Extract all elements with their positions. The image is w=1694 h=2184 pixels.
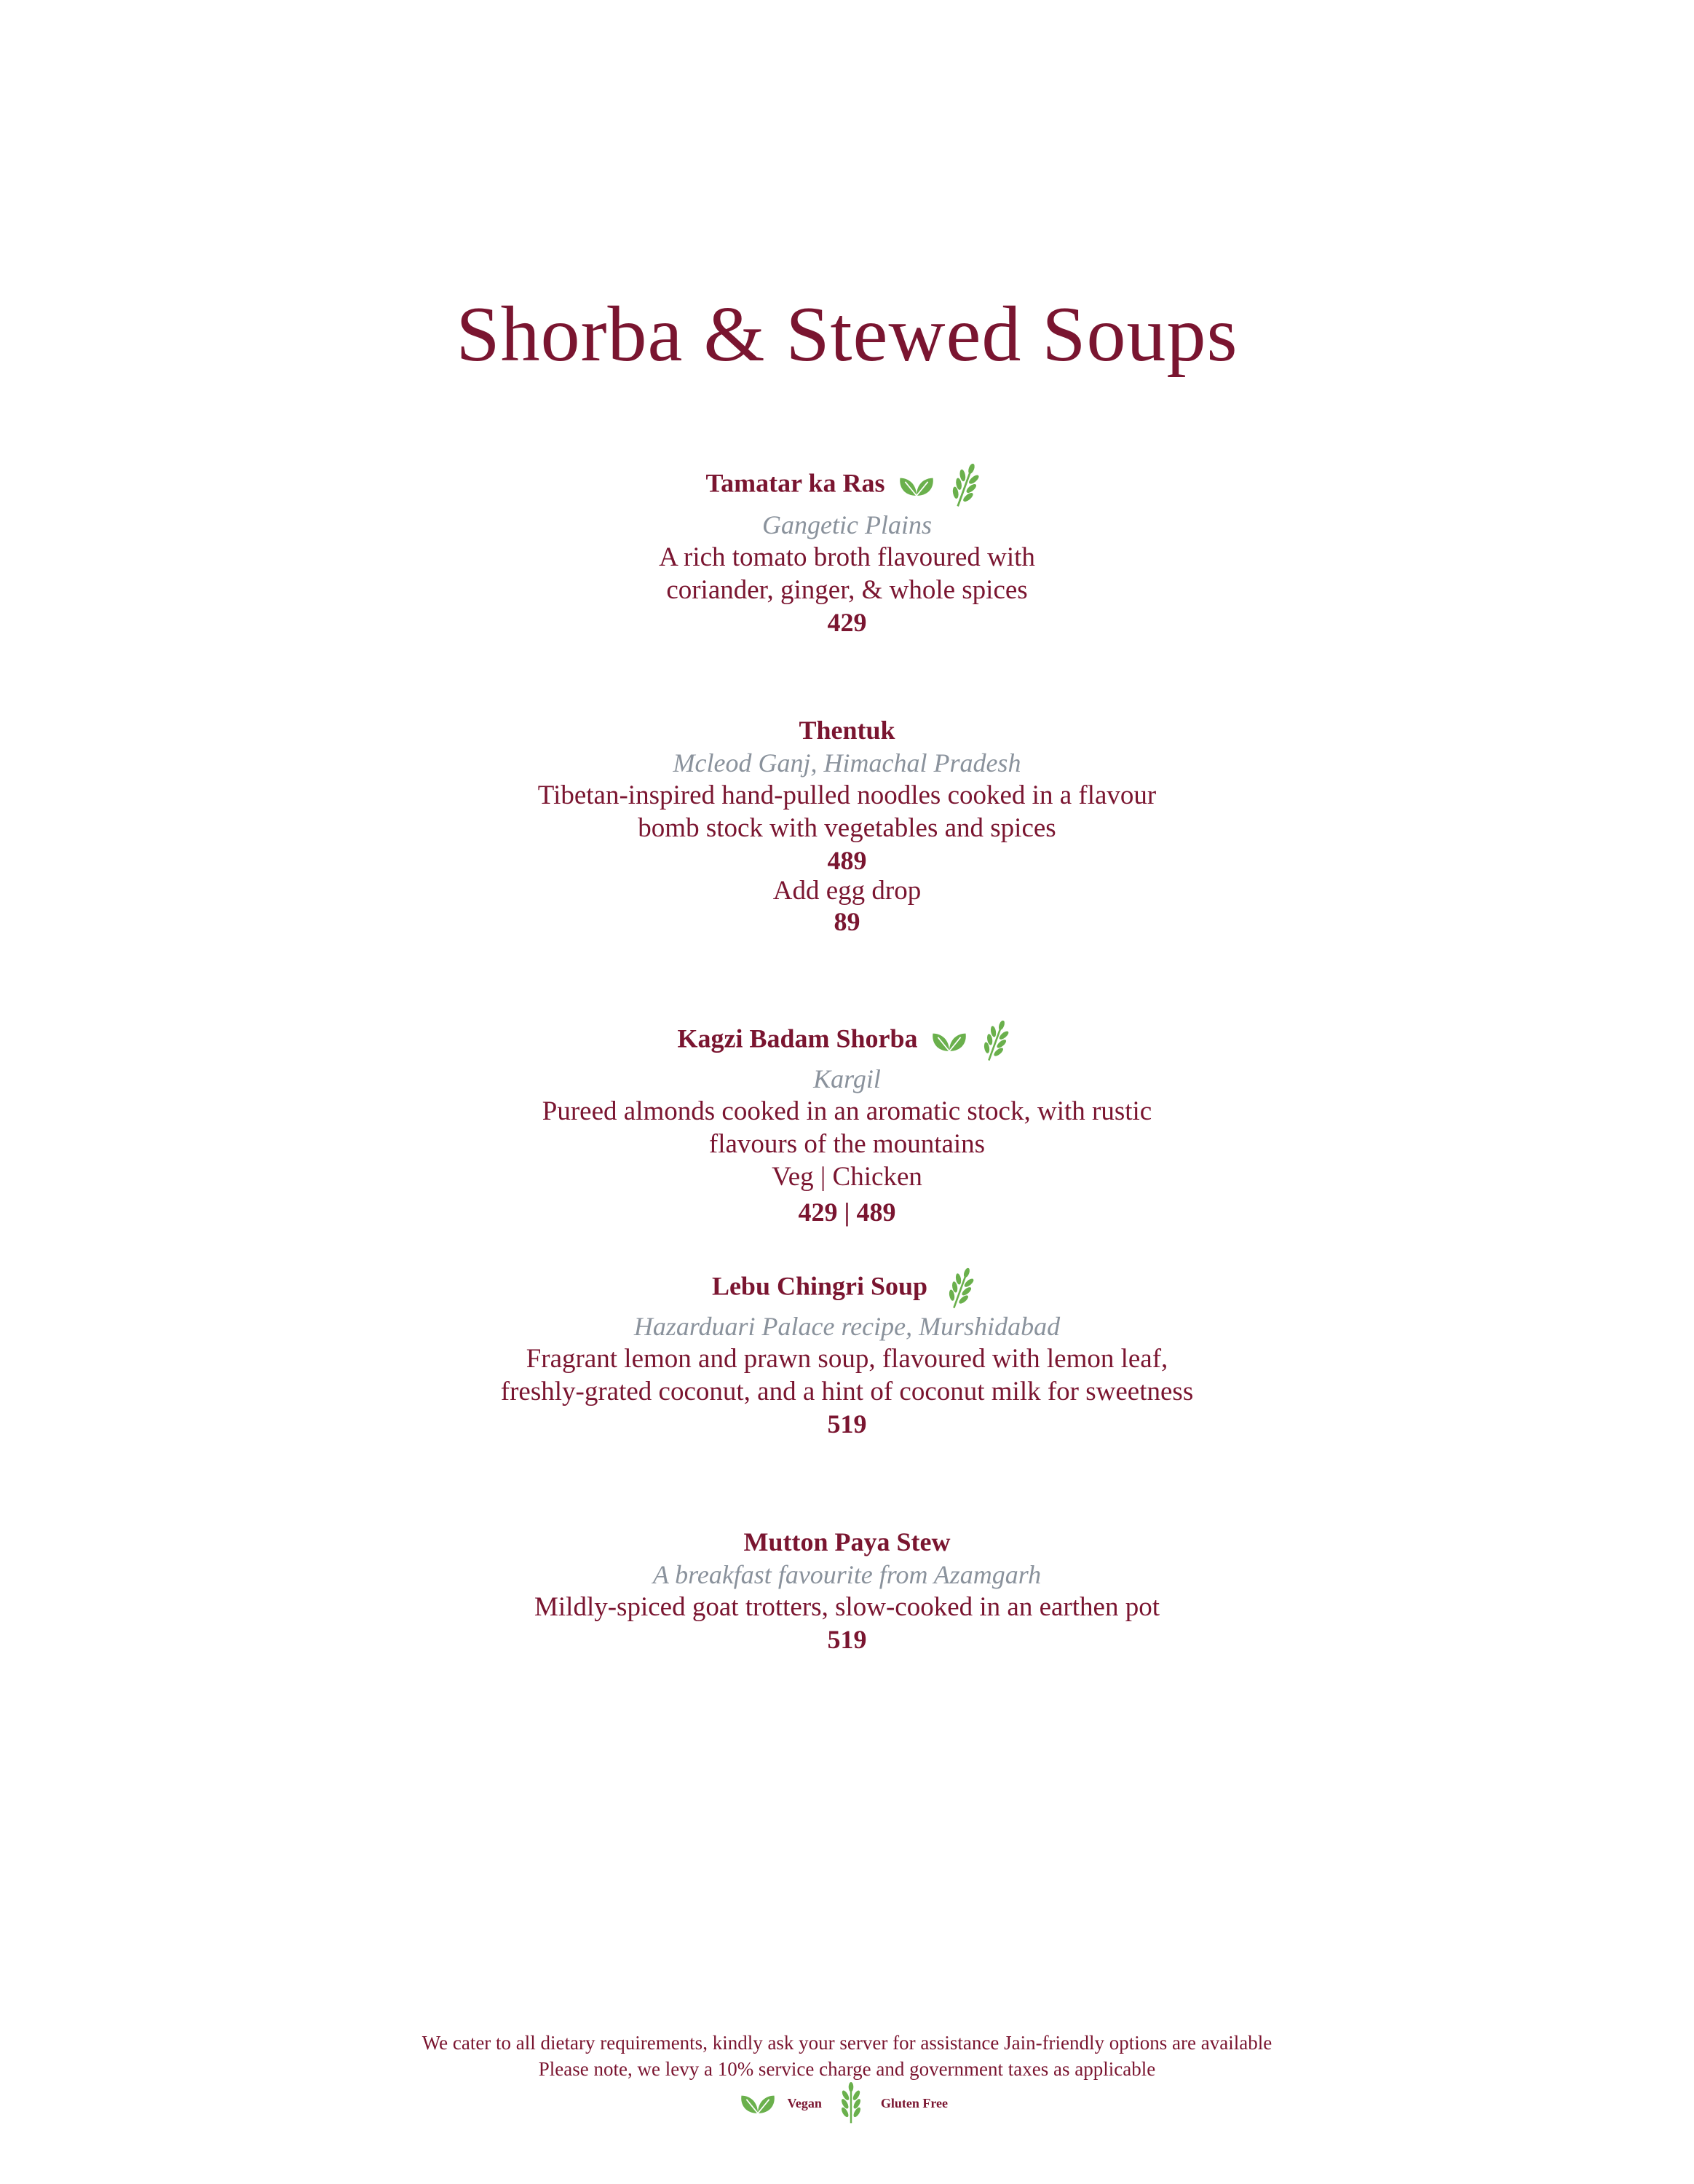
item-price: 489	[827, 846, 867, 875]
item-description-line: Pureed almonds cooked in an aromatic stock, with rustic	[542, 1096, 1152, 1126]
item-origin: A breakfast favourite from Azamgarh	[652, 1560, 1042, 1589]
item-origin: Hazarduari Palace recipe, Murshidabad	[633, 1312, 1061, 1341]
item-price: 519	[827, 1625, 867, 1654]
item-description-line: Tibetan-inspired hand-pulled noodles cooked in a flavour	[537, 780, 1157, 810]
item-description-line: A rich tomato broth flavoured with	[659, 542, 1035, 572]
menu-item	[0, 713, 1694, 938]
item-origin: Kargil	[813, 1064, 881, 1093]
menu-item	[0, 462, 1694, 638]
vegan-leaf-icon	[930, 1028, 968, 1054]
addon-price: 89	[834, 907, 860, 936]
item-variant: Veg | Chicken	[772, 1162, 922, 1192]
item-description-line: coriander, ginger, & whole spices	[666, 575, 1028, 605]
item-description-line: flavours of the mountains	[708, 1129, 986, 1159]
item-price: 519	[827, 1409, 867, 1439]
item-name: Kagzi Badam Shorba	[677, 1024, 918, 1053]
item-description-line: Mildly-spiced goat trotters, slow-cooked in an earthen pot	[534, 1592, 1160, 1622]
item-description-line: Fragrant lemon and prawn soup, flavoured with lemon leaf,	[526, 1344, 1168, 1374]
footer-note: Please note, we levy a 10% service charge and government taxes as applicable	[538, 2058, 1156, 2080]
menu-item	[0, 1267, 1694, 1440]
menu-item	[0, 1525, 1694, 1655]
gluten-free-wheat-icon	[934, 1261, 989, 1316]
item-price: 429	[827, 608, 867, 637]
item-name: Mutton Paya Stew	[743, 1527, 951, 1556]
gluten-free-wheat-icon	[935, 456, 995, 515]
gluten-free-wheat-icon	[968, 1013, 1023, 1069]
vegan-leaf-icon	[898, 472, 935, 499]
footer-note: We cater to all dietary requirements, kindly ask your server for assistance Jain-friendly options are available	[421, 2032, 1273, 2054]
menu-title: Shorba & Stewed Soups	[456, 291, 1238, 378]
dietary-legend	[0, 2082, 1694, 2124]
item-description-line: bomb stock with vegetables and spices	[638, 813, 1056, 843]
item-price: 429 | 489	[798, 1198, 896, 1227]
addon-label: Add egg drop	[772, 876, 922, 906]
item-origin: Gangetic Plains	[762, 510, 932, 539]
gluten-free-wheat-icon	[832, 2082, 870, 2124]
legend-gluten-free-label: Gluten Free	[880, 2095, 948, 2110]
item-origin: Mcleod Ganj, Himachal Pradesh	[673, 748, 1021, 778]
item-description-line: freshly-grated coconut, and a hint of coconut milk for sweetness	[500, 1377, 1194, 1406]
item-name: Lebu Chingri Soup	[711, 1271, 928, 1301]
item-name: Thentuk	[799, 716, 895, 745]
item-name: Tamatar ka Ras	[705, 468, 885, 498]
vegan-leaf-icon	[739, 2090, 777, 2116]
legend-vegan-label: Vegan	[787, 2095, 822, 2110]
menu-item	[0, 1019, 1694, 1228]
